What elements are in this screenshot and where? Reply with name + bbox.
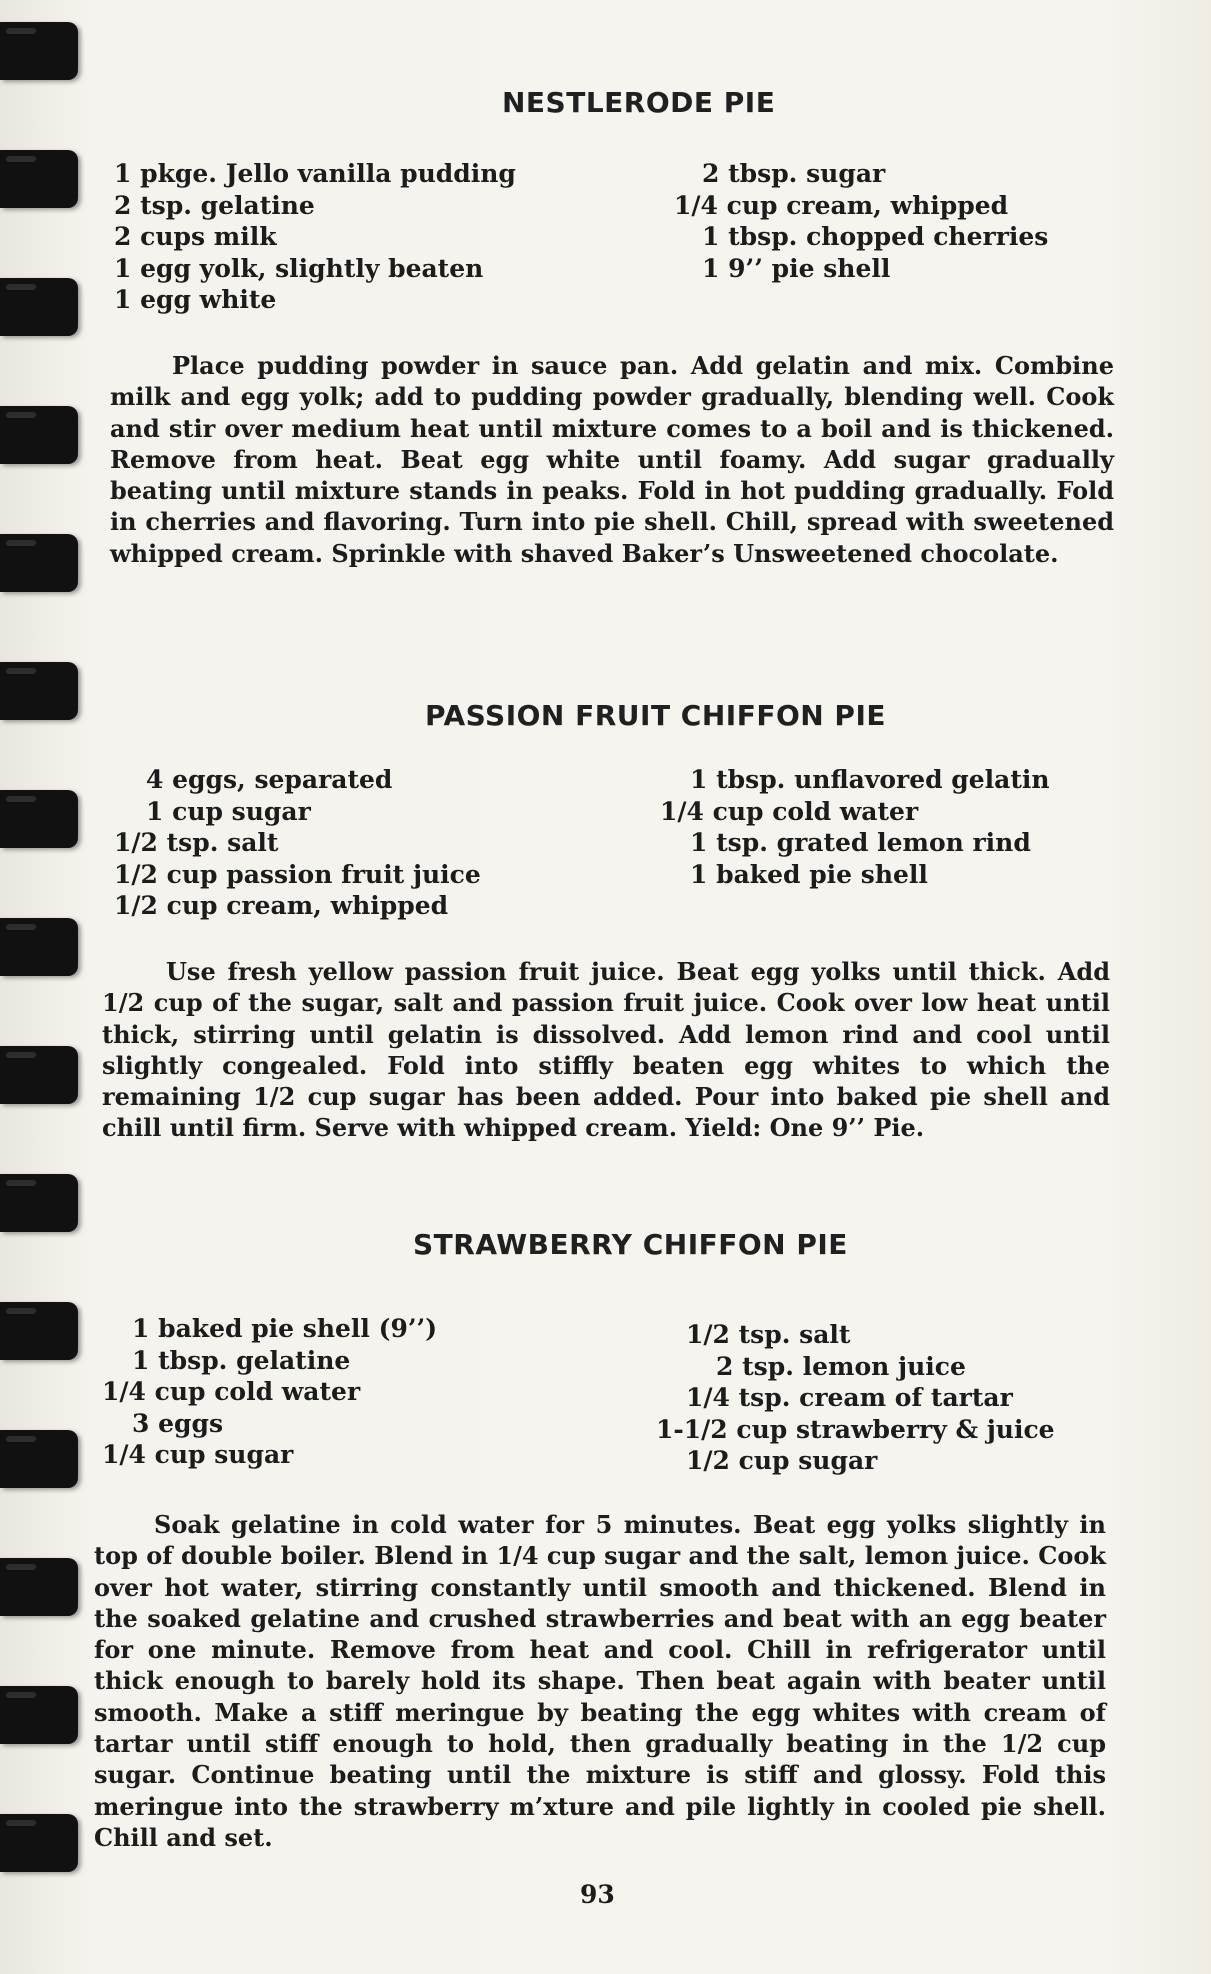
ingredient: 2 tbsp. sugar <box>702 159 886 188</box>
ingredient: 1 cup sugar <box>146 796 311 826</box>
page-number: 93 <box>580 1880 615 1909</box>
binding-ring <box>0 1686 78 1744</box>
ingredient: 1/4 cup sugar <box>102 1440 294 1469</box>
ingredient: 1/2 cup passion fruit juice <box>114 859 481 889</box>
ingredient: 1 tbsp. gelatine <box>132 1345 351 1375</box>
binding-ring <box>0 662 78 720</box>
binding-ring <box>0 1558 78 1616</box>
ingredient: 1/4 cup cold water <box>102 1377 361 1406</box>
recipe-directions: Use fresh yellow passion fruit juice. Beat egg yolks until thick. Add 1/2 cup of the sugar, salt and passion fruit juice. Cook over low heat until thick, stirring until gelatin is dissolved. Add lemon rind and cool until slightly congealed. Fold into stiffly beaten egg whites to which the remaining 1/2 cup sugar has been added. Pour into baked pie shell and chill until firm. Serve with whipped cream. Yield: One 9’’ Pie. <box>102 957 1110 1143</box>
binding-ring <box>0 22 78 80</box>
recipe-title: STRAWBERRY CHIFFON PIE <box>413 1228 848 1261</box>
binding-ring <box>0 1814 78 1872</box>
ingredients-left <box>102 1313 437 1471</box>
ingredient: 1/2 cup cream, whipped <box>114 891 449 920</box>
binding-ring <box>0 1302 78 1360</box>
binding-ring <box>0 534 78 592</box>
binding-ring <box>0 1174 78 1232</box>
binding-ring <box>0 150 78 208</box>
binding-ring <box>0 1430 78 1488</box>
ingredient: 1/4 cup cold water <box>660 796 919 826</box>
ingredient: 1 egg white <box>114 285 277 314</box>
ingredient: 1 9’’ pie shell <box>702 253 891 283</box>
ingredients-right <box>674 158 1048 284</box>
ingredient: 1 tbsp. unflavored gelatin <box>690 765 1050 794</box>
binding-ring <box>0 790 78 848</box>
binding-ring <box>0 278 78 336</box>
ingredient: 1 baked pie shell <box>690 859 928 889</box>
recipe-title: NESTLERODE PIE <box>502 86 776 119</box>
binding-ring <box>0 1046 78 1104</box>
ingredient: 1/4 tsp. cream of tartar <box>686 1383 1013 1412</box>
ingredient: 1-1/2 cup strawberry & juice <box>656 1414 1055 1444</box>
ingredient: 2 tsp. gelatine <box>114 190 315 220</box>
ingredient: 3 eggs <box>132 1408 224 1438</box>
ingredient: 1 tsp. grated lemon rind <box>690 828 1031 857</box>
ingredients-right <box>656 1319 1055 1477</box>
ingredient: 1 tbsp. chopped cherries <box>702 222 1049 251</box>
binding-ring <box>0 918 78 976</box>
spiral-binding <box>0 0 80 1974</box>
binding-ring <box>0 406 78 464</box>
ingredients-left <box>114 158 516 316</box>
ingredient: 1 pkge. Jello vanilla pudding <box>114 159 516 188</box>
ingredient: 1 baked pie shell (9’’) <box>132 1314 438 1343</box>
ingredient: 1/2 tsp. salt <box>114 828 279 857</box>
ingredient: 1/2 tsp. salt <box>686 1320 851 1349</box>
ingredient: 4 eggs, separated <box>146 765 393 794</box>
recipe-directions: Soak gelatine in cold water for 5 minutes. Beat egg yolks slightly in top of double boiler. Blend in 1/4 cup sugar and the salt, lemon juice. Cook over hot water, stirring constantly until smooth and thickened. Blend in the soaked gelatine and crushed strawberries and beat with an egg beater for one minute. Remove from heat and cool. Chill in refrigerator until thick enough to barely hold its shape. Then beat again with beater until smooth. Make a stiff meringue by beating the egg whites with cream of tartar until stiff enough to hold, then gradually beating in the 1/2 cup sugar. Continue beating until the mixture is stiff and glossy. Fold this meringue into the strawberry m’xture and pile lightly in cooled pie shell. Chill and set. <box>94 1510 1106 1852</box>
ingredients-left <box>114 764 481 922</box>
ingredient: 2 tsp. lemon juice <box>716 1351 966 1381</box>
ingredient: 1 egg yolk, slightly beaten <box>114 253 484 283</box>
ingredient: 1/4 cup cream, whipped <box>674 190 1009 220</box>
recipe-title: PASSION FRUIT CHIFFON PIE <box>425 699 886 732</box>
ingredients-right <box>660 764 1050 890</box>
ingredient: 2 cups milk <box>114 222 277 251</box>
ingredient: 1/2 cup sugar <box>686 1446 878 1475</box>
recipe-directions: Place pudding powder in sauce pan. Add gelatin and mix. Combine milk and egg yolk; add to pudding powder gradually, blending well. Cook and stir over medium heat until mixture comes to a boil and is thickened. Remove from heat. Beat egg white until foamy. Add sugar gradually beating until mixture stands in peaks. Fold in hot pudding gradually. Fold in cherries and flavoring. Turn into pie shell. Chill, spread with sweetened whipped cream. Sprinkle with shaved Baker’s Unsweetened chocolate. <box>110 351 1114 568</box>
